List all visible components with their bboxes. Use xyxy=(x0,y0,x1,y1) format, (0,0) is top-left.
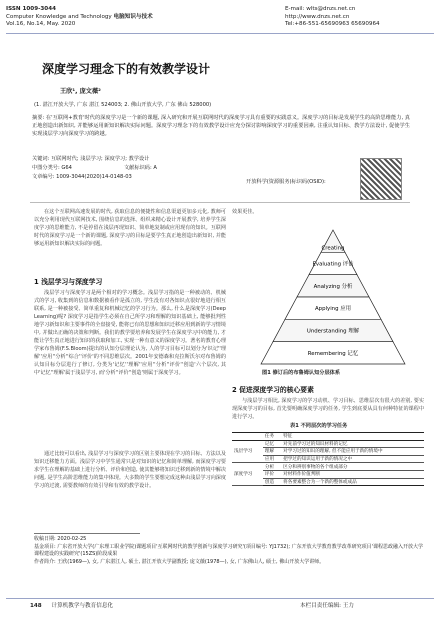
figure-1-caption: 图1 修订后的布鲁姆认知分层体系 xyxy=(262,370,341,376)
footnote-block xyxy=(34,536,424,566)
footer-right: 本栏目责任编辑: 王力 xyxy=(300,603,355,609)
table-cell-feature: 对先前学习过的知识材料的记忆 xyxy=(281,440,424,448)
section-2-body: 与浅层学习相比, 深度学习的学习动机、学习目标、思维层次有很大的差别, 要实现深度学习的目标, 首先要明确深度学习的任务, 学生到底要从具有何种特征的课程中进行学习。 xyxy=(232,398,424,421)
paper-authors: 王欣¹, 庞文薇² xyxy=(60,88,101,95)
affiliation: (1. 湛江开放大学, 广东 湛江 524003; 2. 佛山开放大学, 广东 佛山 528000) xyxy=(34,102,212,108)
intro-paragraph: 在这个互联网高速发展的时代, 获取信息的便捷性和信息渠道更加多元化, 教师可以充分利用现代互联网技术, 围绕信息的选择、组织来精心设计开展教学, 培养学生深度学习的思维能力, 不是停留在浅层再现知识、简单地复制或应用现有的知识。互联网时代的深度学习是一个新的课题, 深度学习的目标是要学生真正地创造出新知识, 并能够运用新知识解决实际的问题。 xyxy=(34,209,226,248)
table-cell-task: 创造 xyxy=(263,478,281,486)
section-1-heading: 1 浅层学习与深度学习 xyxy=(34,278,103,286)
table-cell-task: 评价 xyxy=(263,470,281,478)
pyramid-layer-label: Evaluating 评估 xyxy=(312,261,354,268)
learning-task-table xyxy=(232,432,424,486)
volume-info: Vol.16, No.14, May. 2020 xyxy=(6,21,76,28)
table-cell-feature: 对材料作价值判断 xyxy=(281,470,424,478)
table-cell-feature: 区分和辨别事物的各个组成部分 xyxy=(281,463,424,471)
footnote-rule xyxy=(34,533,140,534)
abstract: 摘要: 在'互联网+教育'时代的深度学习是一个新的课题, 深入研究和开展互联网时代的深度学习具有重要的实践意义。深度学习的目标是发展学生的高阶思维能力, 真正地创造出新知识, 并能够运用新知识解决实际问题。深度学习理念下的有效教学设计应充分探讨影响深度学习的重要因素, 注重认知目标、教学方法设计, 促使学生实现浅层学习向深度学习的跨越。 xyxy=(32,115,410,137)
table-group-deep: 深度学习 xyxy=(232,463,263,486)
article-id: 文章编号: 1009-3044(2020)14-0148-03 xyxy=(32,174,132,180)
footer-left xyxy=(30,603,113,611)
journal-name-en: Computer Knowledge and Technology xyxy=(6,13,112,20)
document-code: 文献标识码: A xyxy=(124,165,157,171)
section-1-body: 浅层学习与深度学习是两个相对的学习概念。浅层学习指的是一种被动的、机械式的学习, 收集到的信息和数据被看作是孤立的, 学生没有对各知识点很好地进行相互联系, 是一种被接受、简单重复和机械记忆的学习行为。那么, 什么是深度学习(Deep Learning)呢? 深度学习是指学生必须在自己所学习和理解的知识基础上, 能够批判性地学习新知识和主要事件的全盘接受, 能将已有的思想和知识迁移应用到新的学习情境中, 并做出正确的决策和判断。我们的教学要培养和发展学生在深度学习中的能力, 才能让学生真正地进行知识的获取和加工, 实现一种有意义的深度学习。著名的教育心理学家布鲁姆(F.S.Bloom)提出的认知分层理论认为, 人的学习目标可以划分为'识记''理解''应用''分析''综合''评价'的不同思维层次。2001年安德森和克拉斯沃尔对布鲁姆的认知目标分层进行了修订, 分类为'记忆''理解''应用''分析''评价''创造'六个层次, 其中'记忆''理解'属于浅层学习, 而'分析''评价''创造'则属于深度学习。 xyxy=(34,290,226,377)
table-row xyxy=(232,440,424,448)
journal-name xyxy=(6,14,216,22)
bloom-pyramid-figure xyxy=(258,228,408,366)
table-cell-task: 理解 xyxy=(263,448,281,456)
page-number: 148 xyxy=(30,603,42,609)
abstract-rule xyxy=(30,202,410,203)
pyramid-layer-label: Applying 应用 xyxy=(314,306,352,313)
issn: ISSN 1009-3044 xyxy=(6,6,56,12)
header-rule xyxy=(6,33,434,34)
table-cell-task: 应用 xyxy=(263,455,281,463)
clc-number: 中图分类号: G64 xyxy=(32,165,72,171)
table-group-shallow: 浅层学习 xyxy=(232,440,263,463)
right-column-lead: 效果更佳。 xyxy=(232,209,258,215)
paper-title: 深度学习理念下的有效教学设计 xyxy=(42,62,211,76)
table-row xyxy=(232,463,424,471)
table-header-feature: 特征 xyxy=(281,433,424,441)
table-cell-feature: 把学过的知识运用于新的情况之中 xyxy=(281,455,424,463)
footer-rule xyxy=(6,598,434,599)
section-1-body-2: 通过比较可以看出, 浅层学习与深度学习的区别主要体现在学习的目标、方法以及知识迁移能力方面。浅层学习中学生通常只是对知识的记忆和简单理解, 而深度学习要求学生在理解的基础上进行分析、评价和创造, 使其能够将知识迁移到新的情境中解决问题, 是学生高阶思维能力的集中体现。大多数的学生要想完成这种由浅层学习向深度学习的过渡, 需要教师的有效引导和有效的教学设计。 xyxy=(34,451,226,490)
journal-tel: Tel:+86-551-65690963 65690964 xyxy=(285,21,380,28)
received-date: 收稿日期: 2020-02-25 xyxy=(34,536,87,542)
table-1-caption: 表1 不同层次的学习任务 xyxy=(290,423,348,429)
fund-info: 基金项目: 广东省开放大学(广东理工职业学院)课题项目'互联网时代的教学创新与深度学习研究'(项目编号: YJ1732); 广东开放大学教育教学改革研究项目'课程思政融入开放大学课程建设的实践研究'(15ZS)阶段成果 xyxy=(34,543,424,558)
journal-email: E-mail: wlts@dnzs.net.cn xyxy=(285,6,356,12)
author-bio: 作者简介: 王欣(1969—), 女, 广东湛江人, 硕士, 湛江开放大学副教授; 庞文薇(1978—), 女, 广东佛山人, 硕士, 佛山开放大学讲师。 xyxy=(34,558,325,565)
pyramid-layers xyxy=(261,230,405,364)
table-cell-task: 记忆 xyxy=(263,440,281,448)
column-name: 计算机教学与教育信息化 xyxy=(51,603,114,609)
journal-header-right xyxy=(285,6,435,29)
table-cell-feature: 对学习过的知识的理解, 但不能应用于新的情境中 xyxy=(281,448,424,456)
table-cell-task: 分析 xyxy=(263,463,281,471)
pyramid-layer-label: Remembering 记忆 xyxy=(307,350,359,357)
table-header-task: 任务 xyxy=(263,433,281,441)
qr-code-image xyxy=(360,158,402,200)
table-header-category xyxy=(232,433,263,441)
table-cell-feature: 将各要素整合为一个新的整体或成品 xyxy=(281,478,424,486)
section-2-heading: 2 促进深度学习的核心要素 xyxy=(232,386,314,394)
pyramid-layer-label: Understanding 理解 xyxy=(306,328,360,335)
keywords: 关键词: 互联网时代; 浅层学习; 深度学习; 教学设计 xyxy=(32,156,150,162)
pyramid-layer-label: Creating xyxy=(321,245,345,252)
journal-header-left xyxy=(6,6,216,29)
osid-label: 开放科学(资源服务)标识码(OSID): xyxy=(246,179,326,185)
journal-website: http://www.dnzs.net.cn xyxy=(285,13,350,20)
journal-name-cn: 电脑知识与技术 xyxy=(113,13,153,20)
pyramid-layer-label: Analyzing 分析 xyxy=(313,283,353,290)
